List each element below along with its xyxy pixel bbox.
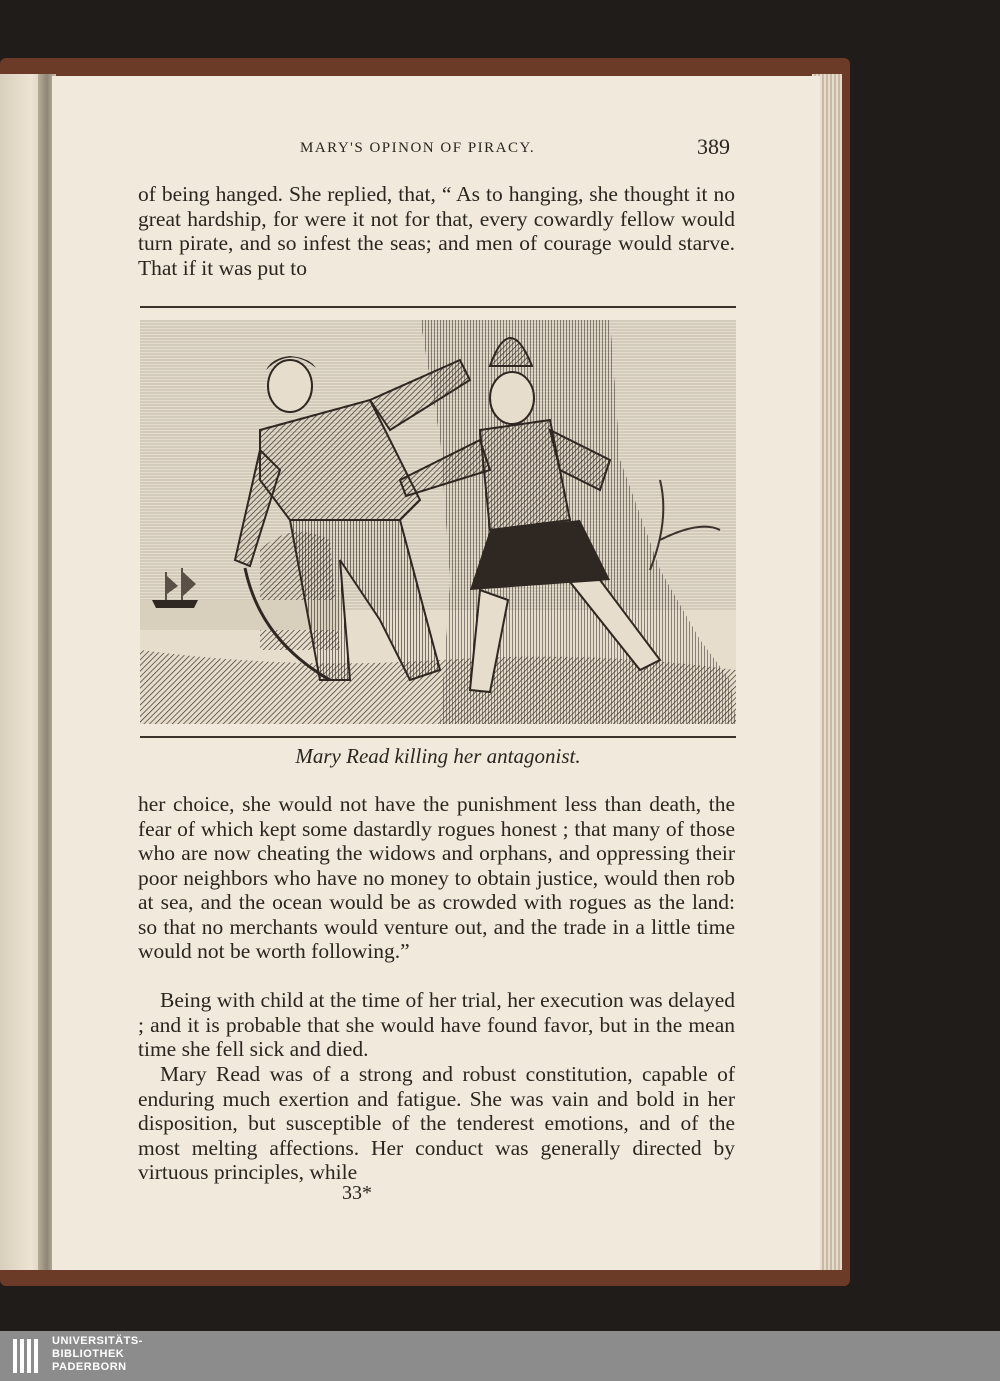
library-logo-icon: [12, 1337, 42, 1375]
paragraph-choice: her choice, she would not have the punishment less than death, the fear of which kept some dastardly rogues honest ; that many of those who are now cheating the widows and orphans, and oppressing their poor neighbors who have no money to obtain justice, would then rob at sea, and the ocean would be as crowded with rogues as the land: so that no merchants would venture out, and the trade in a little time would not be worth following.”: [138, 792, 735, 963]
paragraph-execution: Being with child at the time of her trial, her execution was delayed ; and it is probable that she would have found favor, but in the mean time she fell sick and died.: [138, 988, 735, 1061]
library-footer: [0, 1331, 1000, 1381]
figure-bottom-rule: [140, 736, 736, 738]
library-name-line3: PADERBORN: [52, 1361, 127, 1373]
page-number: 389: [697, 134, 730, 159]
paragraph-constitution: Mary Read was of a strong and robust constitution, capable of enduring much exertion and fatigue. She was vain and bold in her disposition, but susceptible of the tenderest emotions, and of the most melting affections. Her conduct was generally directed by virtuous principles, while: [138, 1062, 735, 1184]
running-head: MARY'S OPINON OF PIRACY.: [300, 140, 536, 156]
woodcut-drawing: [140, 320, 736, 724]
signature-mark: 33*: [342, 1182, 372, 1204]
library-name-line2: BIBLIOTHEK: [52, 1348, 125, 1360]
book-page: [52, 76, 820, 1270]
paragraph-top: of being hanged. She replied, that, “ As to hanging, she thought it no great hardship, for were it not for that, every cowardly fellow would turn pirate, and so infest the seas; and men of courage would starve. That if it was put to: [138, 182, 735, 280]
figure-top-rule: [140, 306, 736, 308]
page-header: [52, 134, 820, 164]
library-name-line1: UNIVERSITÄTS-: [52, 1335, 143, 1347]
library-name: [52, 1335, 143, 1374]
figure-caption: Mary Read killing her antagonist.: [295, 744, 581, 768]
woodcut-illustration: [140, 320, 736, 724]
